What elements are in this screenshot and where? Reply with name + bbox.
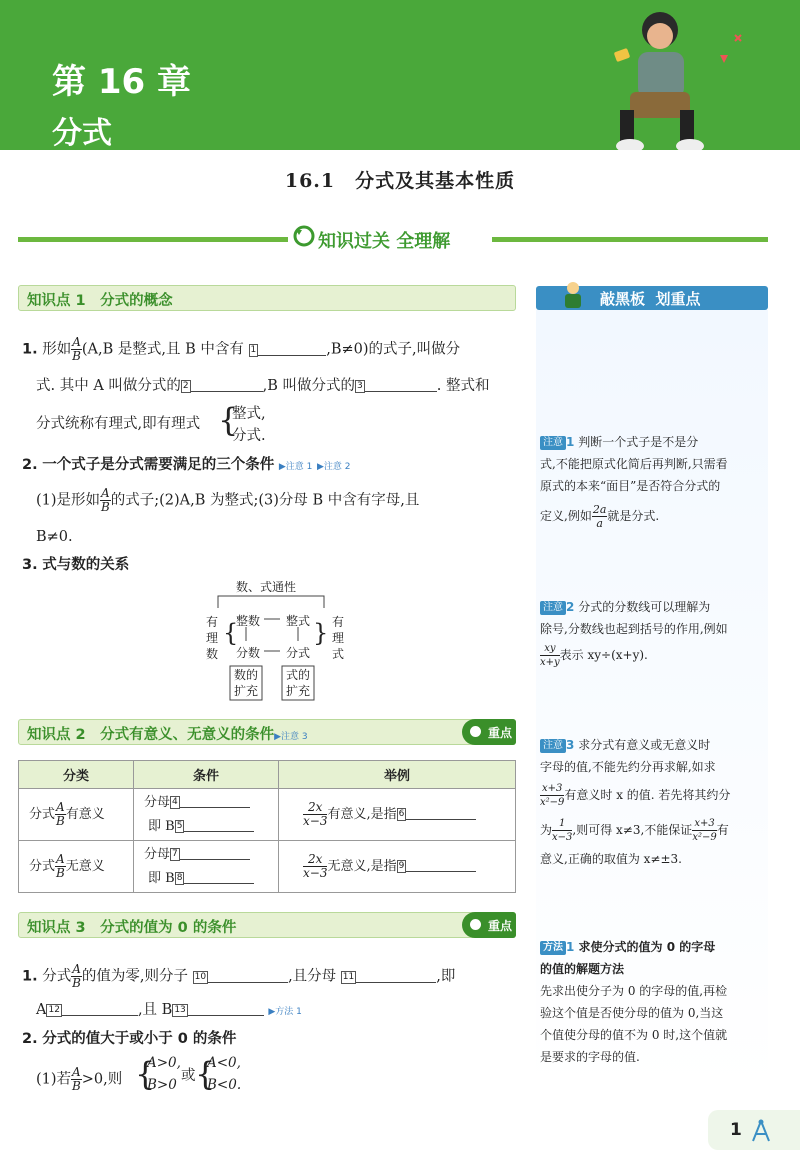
brace: {	[135, 1055, 156, 1093]
note-3	[540, 734, 762, 870]
char: 式	[332, 647, 345, 661]
blank-number: 6	[398, 809, 405, 819]
text: 分母	[144, 846, 171, 862]
brace-left: {	[223, 619, 239, 647]
brace: {	[218, 401, 239, 439]
condition: B>0	[147, 1077, 177, 1093]
blank-number: 10	[194, 971, 207, 982]
char: 数	[206, 647, 219, 661]
fractional-expr-label: 分式	[286, 646, 311, 660]
text: 字母的值,不能先约分再求解,如求	[540, 760, 716, 774]
text: (1)若	[36, 1071, 72, 1088]
integral-expression: 整式,	[232, 406, 266, 422]
text: 无意义	[65, 859, 105, 874]
rational-expression-list	[232, 403, 266, 447]
denominator: x−3	[552, 832, 573, 843]
fill-blank-2[interactable]	[191, 378, 263, 392]
text: ,B≠0)的式子,叫做分	[326, 341, 461, 358]
kp3-title: 知识点 3 分式的值为 0 的条件	[27, 920, 237, 936]
text: 分母	[144, 794, 171, 810]
text: 的值为零,则分子	[81, 968, 188, 985]
example-fraction	[303, 853, 327, 880]
denominator: B	[72, 349, 81, 363]
blank-number: 9	[398, 861, 405, 871]
example-fraction	[303, 801, 327, 828]
kp1-item2	[22, 455, 350, 477]
text: 是要求的字母的值.	[540, 1050, 640, 1064]
fill-blank-4[interactable]	[180, 794, 250, 808]
fill-blank-5[interactable]	[184, 818, 254, 832]
condition: A>0,	[147, 1055, 181, 1071]
text: 的式子;(2)A,B 为整式;(3)分母 B 中含有字母,且	[110, 492, 420, 509]
text: 有意义时 x 的值. 若先将其约分	[564, 788, 731, 802]
note-number: 2	[566, 600, 575, 614]
kp1-title: 知识点 1 分式的概念	[27, 293, 173, 309]
text: 或	[181, 1068, 196, 1084]
badge-text: 重点	[488, 726, 513, 740]
section-title: 16.1 分式及其基本性质	[284, 170, 516, 192]
kp1-item1-line3	[36, 414, 200, 434]
numerator: A	[101, 486, 110, 500]
text: 数的	[234, 668, 259, 682]
denominator: a	[596, 517, 603, 530]
note-number: 3	[566, 738, 575, 752]
condition-line	[144, 843, 278, 867]
example-fraction	[540, 642, 560, 669]
item-heading: 一个式子是分式需要满足的三个条件	[42, 457, 275, 473]
text: 分式	[29, 807, 56, 822]
diagram-left-vertical	[206, 614, 218, 662]
item-number: 2.	[22, 457, 38, 473]
note-label: 方法	[540, 941, 566, 955]
text: 除号,分数线也起到括号的作用,例如	[540, 622, 728, 636]
item-number: 1.	[22, 341, 38, 358]
fraction-a-over-b	[55, 853, 66, 880]
fraction-a-over-b	[71, 1066, 82, 1093]
text: 分式的分数线可以理解为	[578, 600, 711, 614]
denominator: x−3	[303, 866, 328, 880]
kp2-title	[27, 723, 308, 744]
title-text: 知识点 2 分式有意义、无意义的条件	[27, 727, 275, 743]
denominator: B	[55, 814, 65, 828]
numerator: x+3	[542, 783, 563, 794]
text: A	[36, 1002, 47, 1018]
char: 理	[332, 631, 345, 645]
example-fraction	[692, 817, 716, 844]
kp3-item1-line2	[36, 1000, 302, 1022]
condition-cell	[134, 841, 279, 893]
blank-number: 11	[342, 971, 355, 982]
text: 扩充	[234, 684, 259, 698]
note-label: 注意	[540, 436, 566, 450]
numerator: xy	[540, 642, 560, 656]
kp3-item2	[22, 1029, 236, 1049]
category-cell	[19, 841, 134, 893]
note-tag[interactable]: ▶注意 1	[278, 462, 313, 472]
text: 划重点	[655, 290, 701, 308]
text: 式的	[286, 668, 311, 682]
fraction-a-over-b	[100, 487, 111, 514]
text: ,则可得 x≠3,不能保证	[572, 823, 693, 837]
text: . 整式和	[436, 378, 490, 394]
section-banner: 知识过关 全理解	[318, 231, 451, 252]
target-icon	[467, 916, 484, 933]
text: ,即	[436, 968, 456, 985]
text: 先求出使分子为 0 的字母的值,再检	[540, 984, 728, 998]
item-number: 3.	[22, 557, 38, 573]
fill-blank-13[interactable]	[188, 1002, 264, 1016]
text: 为	[540, 823, 553, 837]
banner-line-right	[492, 237, 768, 242]
target-icon	[467, 723, 484, 740]
note-1	[540, 431, 762, 530]
denominator: x−3	[303, 814, 328, 828]
blank-number: 1	[250, 344, 257, 355]
example-fraction	[540, 782, 564, 809]
chapter-title: 分式	[52, 116, 112, 151]
page-number-tab	[708, 1110, 800, 1150]
text: 敲黑板	[600, 290, 646, 308]
expression-extension-box	[286, 667, 310, 699]
method-title: 的值的解题方法	[540, 962, 625, 976]
kp1-item2-line1	[36, 487, 419, 514]
column-header: 举例	[279, 761, 516, 789]
condition-line	[144, 815, 278, 839]
fraction-label: 分数	[236, 646, 261, 660]
denominator: x²−9	[692, 832, 717, 843]
key-point-badge	[462, 912, 516, 938]
blank-number: 3	[357, 381, 363, 391]
note-number: 1	[566, 940, 575, 954]
char: 理	[206, 631, 219, 645]
knowledge-point-3-header	[18, 912, 516, 938]
fill-blank-6[interactable]	[406, 806, 476, 820]
chapter-number: 第 16 章	[52, 62, 191, 102]
denominator: x+y	[540, 657, 560, 668]
teacher-icon	[558, 280, 588, 310]
page-number: 1	[730, 1120, 742, 1140]
item-number: 1.	[22, 968, 38, 985]
numerator: A	[56, 852, 65, 866]
blank-number: 2	[182, 381, 189, 391]
table-header-row	[19, 761, 516, 789]
kp3-item2-line1	[36, 1066, 122, 1093]
fill-blank-10[interactable]	[208, 969, 288, 983]
denominator: B	[71, 1079, 81, 1093]
char: 有	[332, 615, 345, 629]
numerator: A	[72, 335, 81, 349]
note-number: 1	[566, 435, 575, 449]
numerator: A	[56, 800, 65, 814]
condition-cell	[134, 789, 279, 841]
text: 无意义,是指	[327, 859, 397, 874]
text: 个值使分母的值不为 0 时,这个值就	[540, 1028, 728, 1042]
method-1	[540, 936, 762, 1068]
compass-icon	[748, 1118, 774, 1144]
item-number: 2.	[22, 1031, 38, 1047]
fill-blank-3[interactable]	[365, 378, 437, 392]
column-header: 条件	[134, 761, 279, 789]
knowledge-point-1-header	[18, 285, 516, 311]
text: 有	[716, 823, 729, 837]
table-row	[19, 789, 516, 841]
fill-blank-1[interactable]	[258, 342, 326, 356]
text: 有意义	[65, 807, 105, 822]
student-illustration	[560, 0, 800, 150]
brace: {	[195, 1055, 216, 1093]
method-tag[interactable]: ▶方法 1	[268, 1007, 302, 1017]
text: 验这个值是否使分母的值为 0,当这	[540, 1006, 724, 1020]
condition: A<0,	[207, 1055, 241, 1071]
condition-line	[144, 867, 278, 891]
text: 扩充	[286, 684, 311, 698]
char: 有	[206, 615, 219, 629]
fraction-a-over-b	[71, 336, 82, 363]
text: ,且分母	[288, 968, 337, 985]
numerator: A	[72, 1065, 81, 1079]
positive-conditions	[147, 1052, 181, 1096]
blank-number: 4	[172, 796, 178, 807]
text: 表示 xy÷(x+y).	[559, 648, 648, 662]
kp1-item1-line1	[22, 336, 460, 363]
conditions-table	[18, 760, 516, 893]
text: 意义,正确的取值为 x≠±3.	[540, 852, 682, 866]
note-label: 注意	[540, 601, 566, 615]
note-label: 注意	[540, 739, 566, 753]
blank-number: 7	[172, 848, 178, 859]
item-heading: 分式的值大于或小于 0 的条件	[42, 1031, 237, 1047]
kp3-item1-line1	[22, 963, 455, 990]
numerator: 2a	[592, 503, 607, 516]
text: 分式	[29, 859, 56, 874]
fill-blank-8[interactable]	[184, 870, 254, 884]
note-tag[interactable]: ▶注意 3	[274, 732, 308, 742]
condition-line	[144, 791, 278, 815]
text: 分式	[42, 968, 72, 985]
denominator: B	[72, 976, 81, 990]
table-row	[19, 841, 516, 893]
text: 定义,例如	[540, 509, 592, 523]
sidebar-title	[600, 288, 700, 309]
numerator: 2x	[303, 853, 327, 867]
integer-label: 整数	[236, 614, 261, 628]
note-2	[540, 596, 762, 669]
text: 判断一个式子是不是分	[578, 435, 699, 449]
blank-number: 13	[174, 1005, 186, 1015]
integral-expr-label: 整式	[286, 614, 311, 628]
text: 分式统称有理式,即有理式	[36, 416, 201, 432]
text: >0,则	[81, 1071, 123, 1088]
method-title: 求使分式的值为 0 的字母	[578, 940, 716, 954]
badge-text: 重点	[488, 919, 513, 933]
text: ,B 叫做分式的	[262, 378, 356, 394]
text: (A,B 是整式,且 B 中含有	[81, 341, 244, 358]
text: 即 B	[148, 870, 175, 886]
number-extension-box	[234, 667, 258, 699]
fractional-expression: 分式.	[232, 428, 266, 444]
fraction-a-over-b	[55, 801, 66, 828]
fill-blank-7[interactable]	[180, 846, 250, 860]
denominator: B	[100, 500, 110, 514]
denominator: B	[55, 866, 65, 880]
text: 式. 其中 A 叫做分式的	[36, 378, 181, 394]
brace-right: }	[313, 619, 329, 647]
fill-blank-11[interactable]	[356, 969, 436, 983]
kp1-item3	[22, 555, 129, 575]
category-cell	[19, 789, 134, 841]
example-fraction	[592, 503, 608, 530]
text: 即 B	[148, 818, 175, 834]
numerator: A	[72, 962, 81, 976]
text: (1)是形如	[36, 492, 101, 509]
diagram-right-vertical	[332, 614, 344, 662]
blank-number: 5	[176, 820, 183, 831]
condition: B<0.	[207, 1077, 242, 1093]
number-expression-diagram	[190, 578, 350, 703]
example-cell	[279, 841, 516, 893]
column-header: 分类	[19, 761, 134, 789]
numerator: 2x	[303, 801, 327, 815]
diagram-top-label: 数、式通性	[236, 580, 297, 594]
negative-conditions	[207, 1052, 241, 1096]
example-cell	[279, 789, 516, 841]
text: 求分式有意义或无意义时	[578, 738, 711, 752]
banner-line-left	[18, 237, 288, 242]
fraction-a-over-b	[71, 963, 82, 990]
numerator: x+3	[694, 818, 715, 829]
kp1-item1-line2	[36, 376, 489, 396]
text: 式,不能把原式化简后再判断,只需看	[540, 457, 728, 471]
kp1-item2-line2: B≠0.	[36, 529, 73, 545]
blank-number: 8	[176, 872, 183, 883]
key-point-badge	[462, 719, 516, 745]
denominator: x²−9	[540, 797, 565, 808]
knowledge-point-2-header	[18, 719, 516, 745]
text: ,且 B	[137, 1002, 173, 1018]
fill-blank-9[interactable]	[406, 858, 476, 872]
text: 形如	[42, 341, 72, 358]
refresh-icon	[292, 224, 316, 248]
example-fraction	[552, 817, 572, 844]
note-tag[interactable]: ▶注意 2	[316, 462, 351, 472]
text: 就是分式.	[607, 509, 660, 523]
item-heading: 式与数的关系	[42, 557, 130, 573]
fill-blank-12[interactable]	[62, 1002, 138, 1016]
text: 有意义,是指	[327, 807, 397, 822]
numerator: 1	[552, 817, 572, 831]
blank-number: 12	[48, 1005, 60, 1015]
text: 原式的本来“面目”是否符合分式的	[540, 479, 721, 493]
